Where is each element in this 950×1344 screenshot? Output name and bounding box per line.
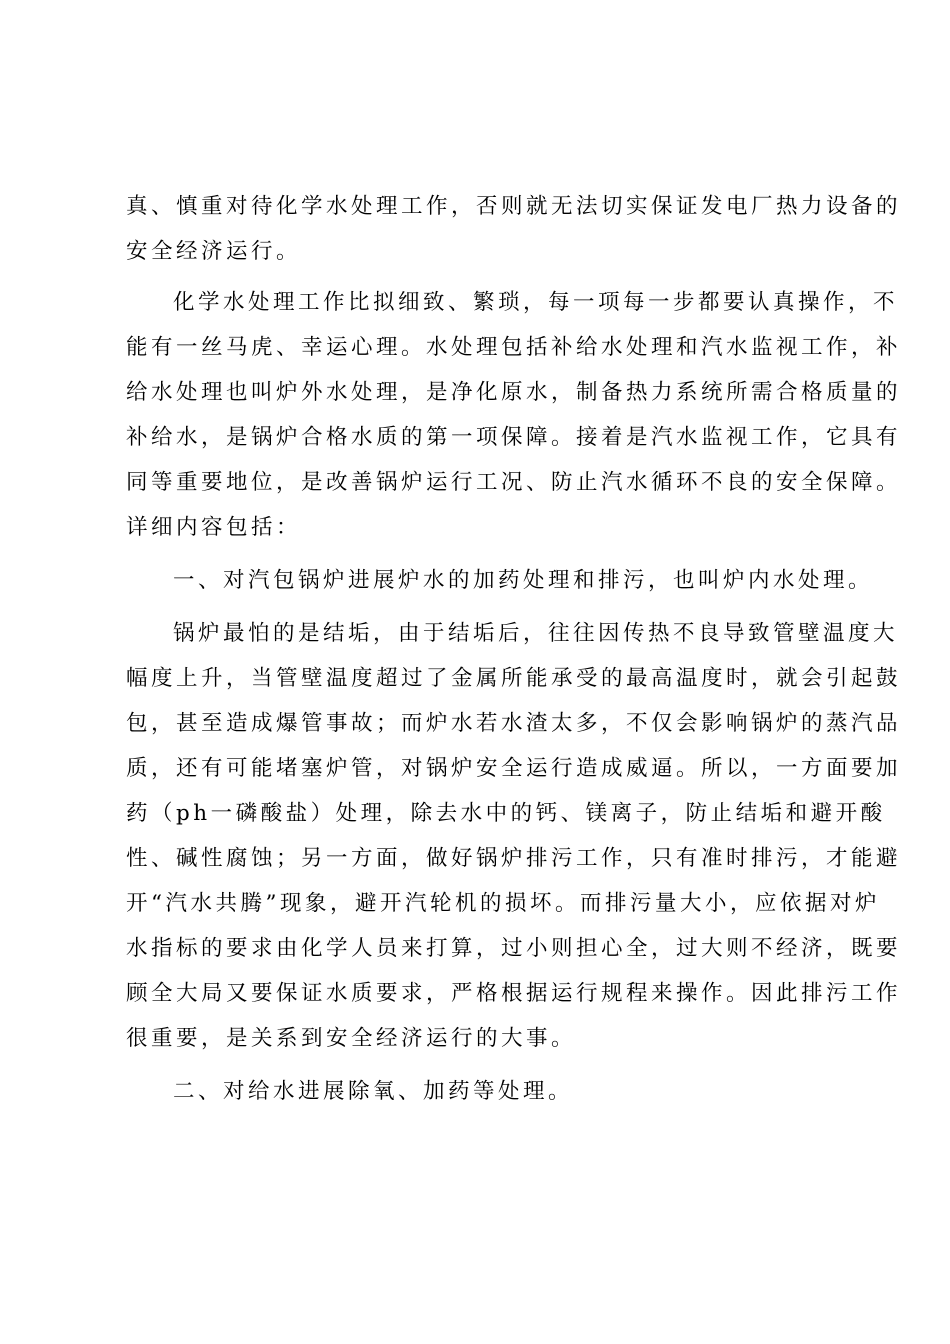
text-line: 同等重要地位，是改善锅炉运行工况、防止汽水循环不良的安全保障。: [126, 470, 902, 495]
text-line: 给水处理也叫炉外水处理，是净化原水，制备热力系统所需合格质量的: [126, 380, 902, 405]
text-line: 顾全大局又要保证水质要求，严格根据运行规程来操作。因此排污工作: [126, 981, 902, 1006]
text-line: 真、慎重对待化学水处理工作，否则就无法切实保证发电厂热力设备的: [126, 194, 902, 219]
paragraph-1: [126, 184, 902, 274]
text-line: 详细内容包括：: [126, 515, 302, 540]
text-line: 很重要，是关系到安全经济运行的大事。: [126, 1026, 577, 1051]
text-line: 水指标的要求由化学人员来打算，过小则担心全，过大则不经济，既要: [126, 936, 902, 961]
document-body: [126, 184, 902, 1122]
text-line: 幅度上升，当管壁温度超过了金属所能承受的最高温度时，就会引起鼓: [126, 666, 902, 691]
text-line: 安全经济运行。: [126, 239, 302, 264]
paragraph-4: [126, 611, 902, 1061]
text-line: 化学水处理工作比拟细致、繁琐，每一项每一步都要认真操作，不: [173, 290, 899, 315]
text-line: 药（ph一磷酸盐）处理，除去水中的钙、镁离子，防止结垢和避开酸: [126, 801, 886, 826]
text-line: 二、对给水进展除氧、加药等处理。: [173, 1079, 574, 1104]
text-line: 质，还有可能堵塞炉管，对锅炉安全运行造成威逼。所以，一方面要加: [126, 756, 902, 781]
text-line: 锅炉最怕的是结垢，由于结垢后，往往因传热不良导致管壁温度大: [173, 621, 899, 646]
text-line: 开“汽水共腾”现象，避开汽轮机的损坏。而排污量大小，应依据对炉: [126, 891, 880, 916]
text-line: 一、对汽包锅炉进展炉水的加药处理和排污，也叫炉内水处理。: [173, 568, 874, 593]
text-line: 包，甚至造成爆管事故；而炉水若水渣太多，不仅会影响锅炉的蒸汽品: [126, 711, 902, 736]
text-line: 补给水，是锅炉合格水质的第一项保障。接着是汽水监视工作，它具有: [126, 425, 902, 450]
paragraph-3: [126, 558, 874, 603]
text-line: 性、碱性腐蚀；另一方面，做好锅炉排污工作，只有准时排污，才能避: [126, 846, 902, 871]
text-line: 能有一丝马虎、幸运心理。水处理包括补给水处理和汽水监视工作，补: [126, 335, 902, 360]
paragraph-2: [126, 280, 902, 550]
paragraph-5: [126, 1069, 832, 1114]
